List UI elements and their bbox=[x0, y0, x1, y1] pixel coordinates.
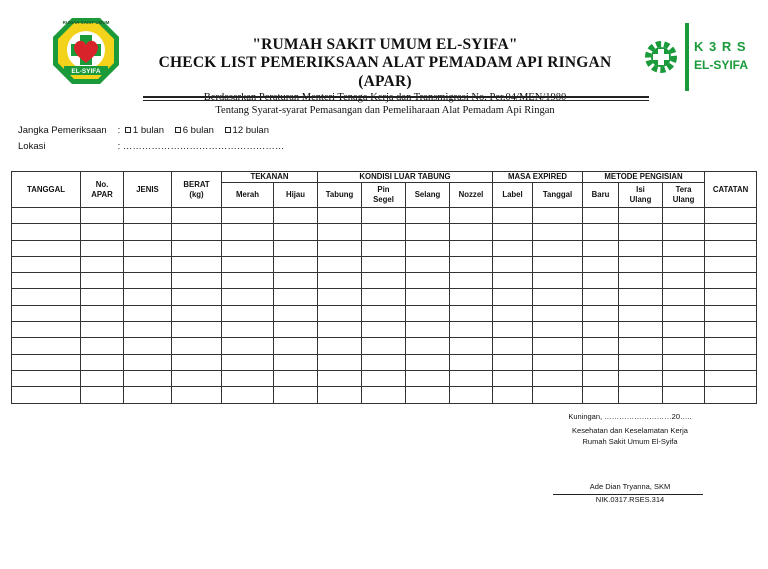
table-cell[interactable] bbox=[124, 354, 172, 370]
table-cell[interactable] bbox=[619, 224, 663, 240]
table-cell[interactable] bbox=[274, 240, 318, 256]
regulation-subject-line: Tentang Syarat-syarat Pemasangan dan Pemeliharaan Alat Pemadam Api Ringan bbox=[215, 105, 555, 116]
table-cell[interactable] bbox=[533, 240, 583, 256]
table-cell[interactable] bbox=[81, 354, 124, 370]
table-row bbox=[12, 354, 757, 370]
table-cell[interactable] bbox=[362, 256, 406, 272]
table-cell[interactable] bbox=[450, 256, 493, 272]
table-cell[interactable] bbox=[362, 354, 406, 370]
table-cell[interactable] bbox=[663, 305, 705, 321]
inspection-period-label: Jangka Pemeriksaan bbox=[18, 125, 107, 136]
table-cell[interactable] bbox=[663, 208, 705, 224]
table-cell[interactable] bbox=[583, 305, 619, 321]
table-cell[interactable] bbox=[619, 208, 663, 224]
table-cell[interactable] bbox=[318, 370, 362, 386]
table-row bbox=[12, 208, 757, 224]
table-cell[interactable] bbox=[81, 240, 124, 256]
table-cell[interactable] bbox=[362, 370, 406, 386]
table-cell[interactable] bbox=[619, 305, 663, 321]
table-cell[interactable] bbox=[583, 322, 619, 338]
table-cell[interactable] bbox=[222, 338, 274, 354]
table-cell[interactable] bbox=[12, 256, 81, 272]
table-cell[interactable] bbox=[318, 354, 362, 370]
inspection-period-row bbox=[18, 125, 275, 137]
table-cell[interactable] bbox=[493, 354, 533, 370]
table-cell[interactable] bbox=[172, 224, 222, 240]
table-cell[interactable] bbox=[274, 273, 318, 289]
table-cell[interactable] bbox=[124, 224, 172, 240]
table-cell[interactable] bbox=[450, 322, 493, 338]
table-row bbox=[12, 387, 757, 403]
table-cell[interactable] bbox=[705, 273, 757, 289]
table-cell[interactable] bbox=[493, 322, 533, 338]
table-cell[interactable] bbox=[533, 289, 583, 305]
table-cell[interactable] bbox=[493, 224, 533, 240]
table-cell[interactable] bbox=[705, 305, 757, 321]
table-cell[interactable] bbox=[81, 305, 124, 321]
table-cell[interactable] bbox=[533, 224, 583, 240]
table-row bbox=[12, 305, 757, 321]
table-cell[interactable] bbox=[493, 370, 533, 386]
table-cell[interactable] bbox=[583, 354, 619, 370]
table-cell[interactable] bbox=[619, 338, 663, 354]
table-cell[interactable] bbox=[274, 322, 318, 338]
table-cell[interactable] bbox=[274, 256, 318, 272]
table-cell[interactable] bbox=[533, 322, 583, 338]
table-cell[interactable] bbox=[318, 256, 362, 272]
header-nozzel: Nozzel bbox=[450, 183, 493, 208]
header-divider-thin bbox=[143, 100, 649, 101]
signature-hospital: Rumah Sakit Umum El-Syifa bbox=[582, 437, 678, 446]
table-cell[interactable] bbox=[406, 370, 450, 386]
table-cell[interactable] bbox=[533, 354, 583, 370]
table-cell[interactable] bbox=[362, 387, 406, 403]
table-cell[interactable] bbox=[533, 208, 583, 224]
k3rs-gear-cross-icon bbox=[641, 21, 745, 93]
checkbox-6-bulan[interactable] bbox=[175, 127, 181, 133]
table-cell[interactable] bbox=[124, 208, 172, 224]
table-cell[interactable] bbox=[362, 240, 406, 256]
table-cell[interactable] bbox=[619, 240, 663, 256]
table-cell[interactable] bbox=[318, 224, 362, 240]
table-cell[interactable] bbox=[81, 224, 124, 240]
table-cell[interactable] bbox=[450, 289, 493, 305]
header-tanggal-expired: Tanggal bbox=[533, 183, 583, 208]
table-cell[interactable] bbox=[663, 256, 705, 272]
table-cell[interactable] bbox=[583, 289, 619, 305]
header-label: Label bbox=[493, 183, 533, 208]
option-12-bulan: 12 bulan bbox=[232, 125, 269, 136]
table-cell[interactable] bbox=[406, 240, 450, 256]
table-cell[interactable] bbox=[12, 208, 81, 224]
table-cell[interactable] bbox=[81, 289, 124, 305]
header-divider bbox=[143, 96, 649, 98]
table-cell[interactable] bbox=[274, 354, 318, 370]
header-jenis: JENIS bbox=[124, 172, 172, 208]
table-cell[interactable] bbox=[274, 224, 318, 240]
checkbox-12-bulan[interactable] bbox=[225, 127, 231, 133]
table-cell[interactable] bbox=[619, 370, 663, 386]
table-cell[interactable] bbox=[663, 370, 705, 386]
header-berat: BERAT (kg) bbox=[172, 172, 222, 208]
logo-right-text2: EL-SYIFA bbox=[694, 58, 749, 72]
table-cell[interactable] bbox=[406, 322, 450, 338]
table-cell[interactable] bbox=[81, 208, 124, 224]
table-cell[interactable] bbox=[222, 322, 274, 338]
table-cell[interactable] bbox=[12, 273, 81, 289]
logo-left-top-text: RUMAH SAKIT UMUM bbox=[62, 20, 110, 25]
table-cell[interactable] bbox=[450, 240, 493, 256]
table-cell[interactable] bbox=[533, 338, 583, 354]
table-cell[interactable] bbox=[318, 273, 362, 289]
table-cell[interactable] bbox=[172, 387, 222, 403]
signature-dept: Kesehatan dan Keselamatan Kerja bbox=[572, 426, 688, 435]
table-cell[interactable] bbox=[12, 305, 81, 321]
table-row bbox=[12, 322, 757, 338]
table-cell[interactable] bbox=[124, 256, 172, 272]
table-cell[interactable] bbox=[12, 338, 81, 354]
table-cell[interactable] bbox=[172, 322, 222, 338]
signature-name: Ade Dian Tryanna, SKM bbox=[589, 482, 671, 491]
table-cell[interactable] bbox=[318, 208, 362, 224]
header-isi-ulang: Isi Ulang bbox=[619, 183, 663, 208]
table-cell[interactable] bbox=[124, 289, 172, 305]
table-cell[interactable] bbox=[493, 338, 533, 354]
table-cell[interactable] bbox=[583, 387, 619, 403]
table-row bbox=[12, 289, 757, 305]
table-cell[interactable] bbox=[274, 387, 318, 403]
header-tanggal: TANGGAL bbox=[12, 172, 81, 208]
table-cell[interactable] bbox=[318, 289, 362, 305]
table-cell[interactable] bbox=[124, 305, 172, 321]
table-cell[interactable] bbox=[705, 224, 757, 240]
table-row bbox=[12, 273, 757, 289]
table-cell[interactable] bbox=[172, 338, 222, 354]
table-cell[interactable] bbox=[172, 273, 222, 289]
table-cell[interactable] bbox=[318, 387, 362, 403]
table-cell[interactable] bbox=[619, 256, 663, 272]
table-cell[interactable] bbox=[705, 387, 757, 403]
table-cell[interactable] bbox=[406, 354, 450, 370]
location-label: Lokasi bbox=[18, 141, 46, 152]
table-cell[interactable] bbox=[493, 256, 533, 272]
table-cell[interactable] bbox=[172, 305, 222, 321]
table-cell[interactable] bbox=[705, 322, 757, 338]
table-cell[interactable] bbox=[583, 370, 619, 386]
table-cell[interactable] bbox=[663, 273, 705, 289]
document-header bbox=[135, 36, 635, 117]
table-cell[interactable] bbox=[124, 338, 172, 354]
table-cell[interactable] bbox=[493, 208, 533, 224]
table-cell[interactable] bbox=[318, 322, 362, 338]
table-cell[interactable] bbox=[274, 305, 318, 321]
table-cell[interactable] bbox=[124, 387, 172, 403]
table-cell[interactable] bbox=[406, 305, 450, 321]
location-row bbox=[18, 141, 284, 153]
header-merah: Merah bbox=[222, 183, 274, 208]
table-cell[interactable] bbox=[450, 305, 493, 321]
table-cell[interactable] bbox=[583, 208, 619, 224]
table-cell[interactable] bbox=[493, 240, 533, 256]
table-cell[interactable] bbox=[406, 289, 450, 305]
table-cell[interactable] bbox=[274, 289, 318, 305]
table-cell[interactable] bbox=[533, 256, 583, 272]
table-cell[interactable] bbox=[533, 305, 583, 321]
table-cell[interactable] bbox=[362, 224, 406, 240]
table-cell[interactable] bbox=[619, 273, 663, 289]
table-cell[interactable] bbox=[172, 370, 222, 386]
table-cell[interactable] bbox=[222, 256, 274, 272]
table-cell[interactable] bbox=[81, 322, 124, 338]
table-cell[interactable] bbox=[533, 387, 583, 403]
table-cell[interactable] bbox=[450, 224, 493, 240]
table-cell[interactable] bbox=[362, 322, 406, 338]
table-cell[interactable] bbox=[583, 273, 619, 289]
table-cell[interactable] bbox=[406, 224, 450, 240]
table-cell[interactable] bbox=[406, 338, 450, 354]
table-cell[interactable] bbox=[362, 289, 406, 305]
table-cell[interactable] bbox=[533, 273, 583, 289]
header-selang: Selang bbox=[406, 183, 450, 208]
table-cell[interactable] bbox=[81, 387, 124, 403]
table-cell[interactable] bbox=[222, 208, 274, 224]
table-cell[interactable] bbox=[619, 289, 663, 305]
table-cell[interactable] bbox=[81, 256, 124, 272]
table-cell[interactable] bbox=[222, 240, 274, 256]
table-cell[interactable] bbox=[705, 256, 757, 272]
table-cell[interactable] bbox=[172, 240, 222, 256]
checklist-title: CHECK LIST PEMERIKSAAN ALAT PEMADAM API RINGAN (APAR) bbox=[158, 54, 612, 90]
header-baru: Baru bbox=[583, 183, 619, 208]
table-cell[interactable] bbox=[619, 322, 663, 338]
table-cell[interactable] bbox=[274, 208, 318, 224]
table-cell[interactable] bbox=[12, 289, 81, 305]
table-cell[interactable] bbox=[583, 224, 619, 240]
table-cell[interactable] bbox=[81, 370, 124, 386]
table-cell[interactable] bbox=[124, 370, 172, 386]
table-cell[interactable] bbox=[12, 370, 81, 386]
table-cell[interactable] bbox=[362, 208, 406, 224]
table-cell[interactable] bbox=[705, 354, 757, 370]
checklist-table bbox=[11, 171, 757, 404]
table-cell[interactable] bbox=[450, 354, 493, 370]
table-cell[interactable] bbox=[663, 354, 705, 370]
table-cell[interactable] bbox=[318, 338, 362, 354]
table-row bbox=[12, 256, 757, 272]
table-cell[interactable] bbox=[406, 273, 450, 289]
table-body bbox=[12, 208, 757, 404]
table-cell[interactable] bbox=[663, 240, 705, 256]
table-cell[interactable] bbox=[705, 289, 757, 305]
option-1-bulan: 1 bulan bbox=[132, 125, 165, 136]
checkbox-1-bulan[interactable] bbox=[125, 127, 131, 133]
table-cell[interactable] bbox=[663, 338, 705, 354]
table-cell[interactable] bbox=[705, 240, 757, 256]
table-cell[interactable] bbox=[450, 273, 493, 289]
location-field[interactable]: : …………………………………………… bbox=[117, 141, 285, 152]
table-cell[interactable] bbox=[12, 240, 81, 256]
table-cell[interactable] bbox=[222, 354, 274, 370]
table-cell[interactable] bbox=[583, 240, 619, 256]
table-cell[interactable] bbox=[172, 208, 222, 224]
header-metode: METODE PENGISIAN bbox=[583, 172, 705, 183]
table-cell[interactable] bbox=[222, 305, 274, 321]
table-cell[interactable] bbox=[663, 387, 705, 403]
header-pin-segel: Pin Segel bbox=[362, 183, 406, 208]
table-cell[interactable] bbox=[222, 273, 274, 289]
table-cell[interactable] bbox=[663, 322, 705, 338]
table-cell[interactable] bbox=[450, 208, 493, 224]
signature-nik: NIK.0317.RSES.314 bbox=[595, 495, 665, 504]
table-cell[interactable] bbox=[493, 273, 533, 289]
table-row bbox=[12, 224, 757, 240]
table-row bbox=[12, 370, 757, 386]
table-cell[interactable] bbox=[406, 208, 450, 224]
table-cell[interactable] bbox=[493, 387, 533, 403]
table-cell[interactable] bbox=[318, 240, 362, 256]
header-kondisi: KONDISI LUAR TABUNG bbox=[318, 172, 493, 183]
table-cell[interactable] bbox=[124, 240, 172, 256]
colon: : bbox=[117, 125, 121, 136]
table-cell[interactable] bbox=[12, 224, 81, 240]
table-cell[interactable] bbox=[533, 370, 583, 386]
table-cell[interactable] bbox=[81, 273, 124, 289]
table-cell[interactable] bbox=[450, 370, 493, 386]
table-cell[interactable] bbox=[362, 305, 406, 321]
table-cell[interactable] bbox=[274, 338, 318, 354]
table-cell[interactable] bbox=[406, 256, 450, 272]
table-row bbox=[12, 338, 757, 354]
header-hijau: Hijau bbox=[274, 183, 318, 208]
table-cell[interactable] bbox=[663, 224, 705, 240]
table-cell[interactable] bbox=[583, 256, 619, 272]
table-cell[interactable] bbox=[493, 289, 533, 305]
header-masa-expired: MASA EXPIRED bbox=[493, 172, 583, 183]
table-cell[interactable] bbox=[705, 338, 757, 354]
logo-left-bottom-text: EL-SYIFA bbox=[71, 68, 101, 75]
table-row bbox=[12, 240, 757, 256]
table-cell[interactable] bbox=[493, 305, 533, 321]
hospital-title: "RUMAH SAKIT UMUM EL-SYIFA" bbox=[252, 36, 518, 53]
table-cell[interactable] bbox=[583, 338, 619, 354]
table-cell[interactable] bbox=[222, 370, 274, 386]
table-cell[interactable] bbox=[362, 338, 406, 354]
table-cell[interactable] bbox=[318, 305, 362, 321]
header-tabung: Tabung bbox=[318, 183, 362, 208]
table-cell[interactable] bbox=[406, 387, 450, 403]
table-cell[interactable] bbox=[450, 338, 493, 354]
table-cell[interactable] bbox=[222, 224, 274, 240]
table-cell[interactable] bbox=[172, 289, 222, 305]
table-cell[interactable] bbox=[705, 370, 757, 386]
table-cell[interactable] bbox=[450, 387, 493, 403]
header-catatan: CATATAN bbox=[705, 172, 757, 208]
header-tekanan: TEKANAN bbox=[222, 172, 318, 183]
table-cell[interactable] bbox=[124, 322, 172, 338]
table-cell[interactable] bbox=[172, 256, 222, 272]
table-cell[interactable] bbox=[124, 273, 172, 289]
table-cell[interactable] bbox=[619, 387, 663, 403]
table-cell[interactable] bbox=[12, 387, 81, 403]
table-cell[interactable] bbox=[12, 354, 81, 370]
option-6-bulan: 6 bulan bbox=[182, 125, 214, 136]
table-cell[interactable] bbox=[222, 289, 274, 305]
header-tera-ulang: Tera Ulang bbox=[663, 183, 705, 208]
logo-right-text1: K 3 R S bbox=[694, 39, 747, 54]
header-no-apar: No. APAR bbox=[81, 172, 124, 208]
table-cell[interactable] bbox=[81, 338, 124, 354]
table-cell[interactable] bbox=[705, 208, 757, 224]
table-cell[interactable] bbox=[274, 370, 318, 386]
signature-place-date: Kuningan, ………………………20….. bbox=[568, 412, 692, 421]
table-cell[interactable] bbox=[12, 322, 81, 338]
table-cell[interactable] bbox=[222, 387, 274, 403]
table-cell[interactable] bbox=[619, 354, 663, 370]
table-cell[interactable] bbox=[362, 273, 406, 289]
table-cell[interactable] bbox=[663, 289, 705, 305]
table-cell[interactable] bbox=[172, 354, 222, 370]
